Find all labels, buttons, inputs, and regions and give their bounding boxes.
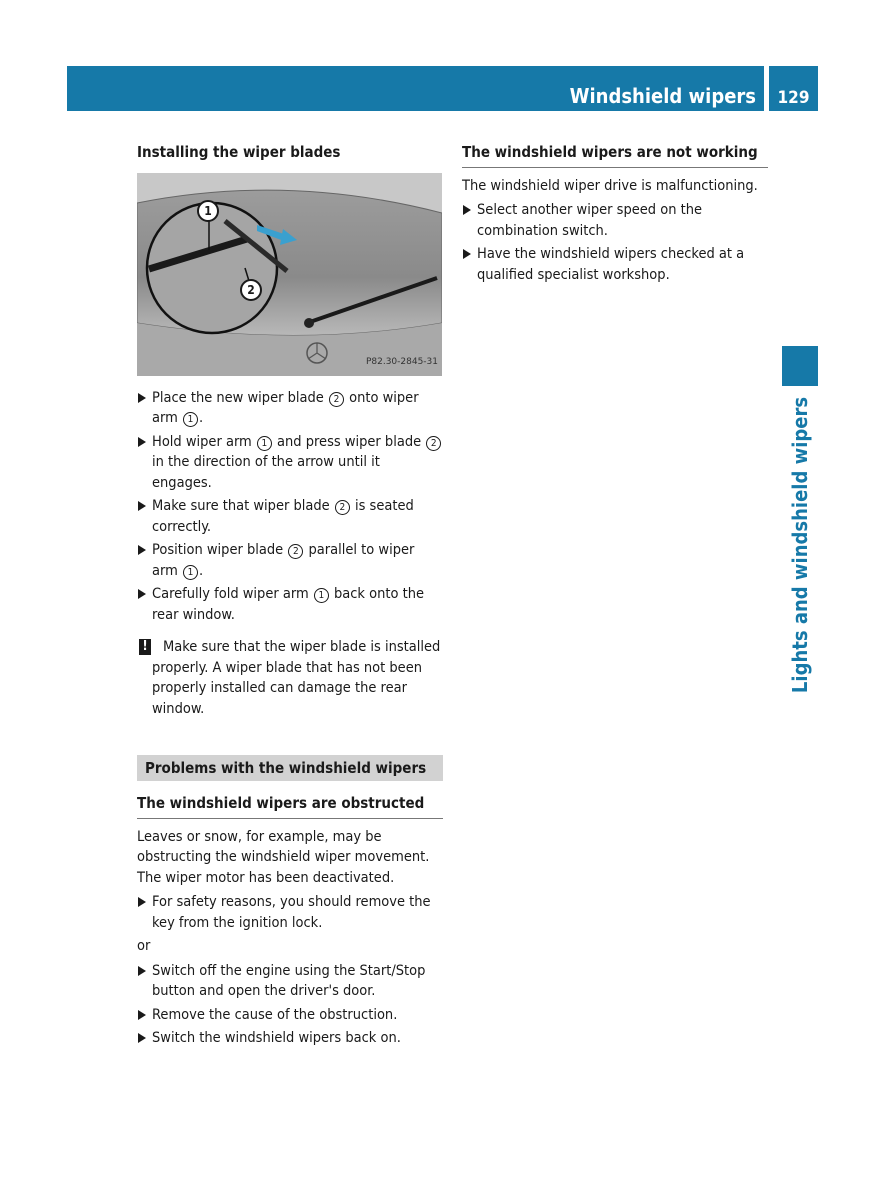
figure-callout-2: 2 (240, 279, 262, 301)
step-arrow-icon (138, 501, 146, 511)
obstructed-step (137, 1005, 443, 1026)
step-arrow-icon (138, 966, 146, 976)
step-text: Hold wiper arm (152, 433, 256, 450)
page-number: 129 (769, 66, 818, 111)
step-text: Carefully fold wiper arm (152, 586, 313, 602)
obstructed-step (137, 961, 443, 1002)
callout-number-icon: 2 (288, 544, 303, 559)
step-text: back onto the rear window. (152, 586, 425, 623)
figure-code: P82.30-2845-31 (365, 357, 438, 367)
not-working-intro: The windshield wiper drive is malfunctioning. (462, 177, 758, 194)
step-text: Position wiper blade (152, 542, 288, 558)
step-arrow-icon (463, 249, 471, 259)
install-step (137, 540, 443, 581)
wiper-installation-figure (137, 173, 442, 376)
installing-heading: Installing the wiper blades (137, 143, 341, 161)
callout-number-icon: 1 (257, 436, 272, 451)
callout-number-icon: 2 (426, 436, 441, 451)
or-label: or (137, 938, 151, 954)
install-step (137, 432, 443, 494)
step-arrow-icon (138, 393, 146, 403)
step-arrow-icon (138, 1010, 146, 1020)
step-arrow-icon (138, 897, 146, 907)
step-text: Place the new wiper blade (152, 389, 328, 406)
step-arrow-icon (138, 545, 146, 555)
step-arrow-icon (138, 589, 146, 599)
rear-window-illustration (137, 173, 442, 376)
not-working-step (462, 244, 768, 285)
obstructed-intro: Leaves or snow, for example, may be obstructing the windshield wiper movement. The wiper motor has been deactivated. (137, 828, 430, 886)
step-text: Have the windshield wipers checked at a qualified specialist workshop. (477, 246, 745, 283)
step-text: is seated correctly. (152, 498, 414, 535)
callout-number-icon: 1 (183, 412, 198, 427)
obstructed-heading: The windshield wipers are obstructed (137, 793, 443, 819)
callout-number-icon: 1 (183, 565, 198, 580)
not-working-heading: The windshield wipers are not working (462, 142, 768, 168)
problems-section-title: Problems with the windshield wipers (137, 755, 443, 781)
figure-callout-1: 1 (197, 200, 219, 222)
side-tab-marker (782, 346, 818, 386)
callout-number-icon: 2 (335, 500, 350, 515)
warning-icon: ! (139, 639, 151, 655)
step-text: . (198, 410, 204, 426)
step-text: Make sure that wiper blade (152, 498, 334, 514)
install-step (137, 584, 443, 625)
warning-text: Make sure that the wiper blade is installed properly. A wiper blade that has not been properly installed can damage the rear window. (152, 639, 441, 717)
install-step (137, 496, 443, 537)
not-working-step (462, 200, 768, 241)
step-arrow-icon (138, 1033, 146, 1043)
header-bar (67, 66, 764, 111)
warning-note (137, 637, 443, 719)
step-text: . (198, 562, 204, 579)
step-text: Switch the windshield wipers back on. (152, 1030, 401, 1046)
page-title: Windshield wipers (569, 84, 756, 108)
step-text: and press wiper blade (272, 433, 426, 450)
step-text: parallel to wiper arm (152, 542, 415, 579)
step-arrow-icon (463, 205, 471, 215)
side-tab-label: Lights and windshield wipers (788, 396, 812, 694)
obstructed-step (137, 1028, 443, 1049)
step-text: Remove the cause of the obstruction. (152, 1006, 398, 1023)
callout-number-icon: 1 (314, 588, 329, 603)
step-text: Switch off the engine using the Start/Stop button and open the driver's door. (152, 962, 426, 999)
right-column (462, 142, 768, 288)
step-text: Select another wiper speed on the combination switch. (477, 202, 703, 239)
install-steps (137, 388, 443, 626)
callout-number-icon: 2 (329, 392, 344, 407)
step-arrow-icon (138, 437, 146, 447)
install-step (137, 388, 443, 429)
left-column (137, 142, 443, 1052)
step-text: For safety reasons, you should remove the key from the ignition lock. (152, 894, 431, 931)
step-text: onto wiper arm (152, 389, 419, 426)
step-text: in the direction of the arrow until it engages. (152, 454, 380, 491)
obstructed-step (137, 892, 443, 933)
